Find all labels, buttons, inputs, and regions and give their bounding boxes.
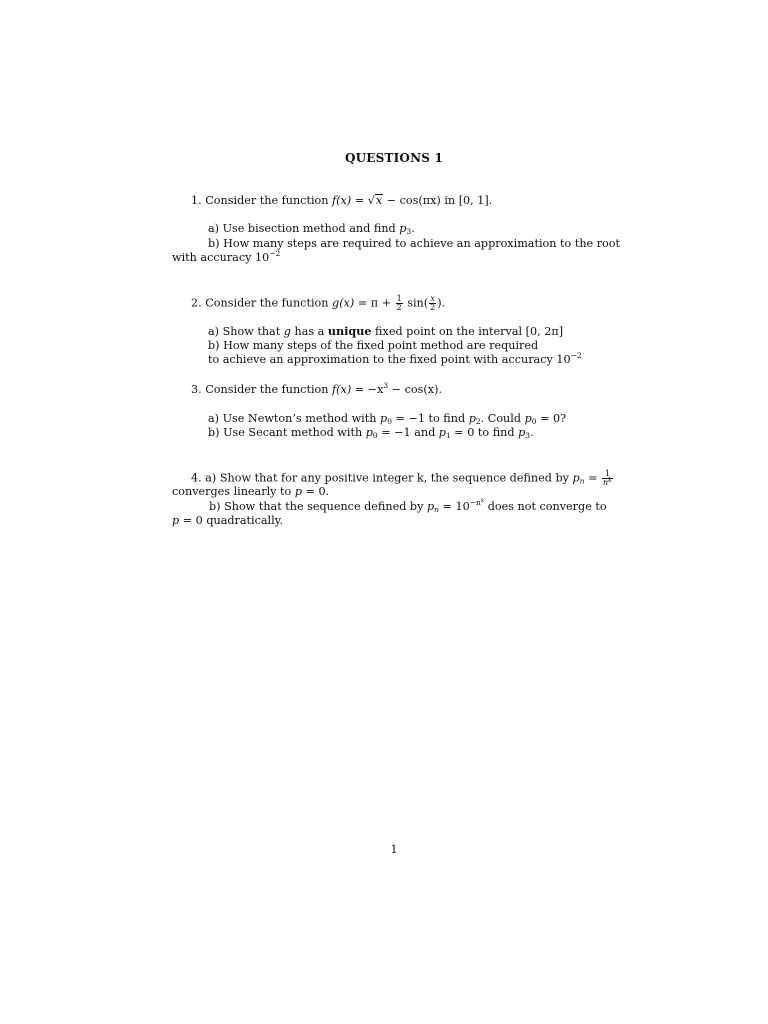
question-2-part-a: a) Show that g has a unique fixed point on the interval [0, 2π] <box>208 324 564 338</box>
question-3-part-a: a) Use Newton’s method with $p_0 = -1$ to find $p_2$. Could $p_0 = 0$? <box>208 412 567 426</box>
question-3-part-b: b) Use Secant method with $p_0 = -1$ and $p_1 = 0$ to find $p_3$. <box>208 426 534 440</box>
question-1-statement: 1. Consider the function f(x) = √x − cos(πx) in [0, 1]. <box>191 194 493 207</box>
fraction: $\frac{x}{2}$ <box>430 294 436 312</box>
fraction: $\frac{1}{n^k}$ <box>603 469 612 487</box>
question-4-part-a-cont: converges linearly to p = 0. <box>172 485 330 498</box>
question-1-part-b: b) How many steps are required to achieve an approximation to the root <box>208 237 621 250</box>
question-4-part-a: 4. a) Show that for any positive integer k, the sequence defined by $p_n$ = $\frac{1}{n^k}$ <box>191 469 612 487</box>
page-title: QUESTIONS 1 <box>344 151 444 165</box>
question-1-part-a: a) Use bisection method and find $p_3$. <box>208 222 415 236</box>
question-1-part-b-cont: with accuracy $10^{-2}$ <box>172 249 281 264</box>
question-number: 3. <box>191 383 202 396</box>
question-number: 4. <box>191 471 202 485</box>
question-number: 1. <box>191 194 202 207</box>
question-4-part-b-cont: p = 0 quadratically. <box>172 514 284 527</box>
fraction: $\frac{1}{2}$ <box>396 294 402 312</box>
page-number: 1 <box>390 843 398 856</box>
question-2-statement: 2. Consider the function g(x) = π + $\frac{1}{2}$ sin( $\frac{x}{2}$ ). <box>191 294 446 312</box>
question-3-statement: 3. Consider the function $f(x) = -x^3 - \cos(x)$. <box>191 381 442 396</box>
question-number: 2. <box>191 296 202 310</box>
question-2-part-b: b) How many steps of the fixed point method are required <box>208 339 539 352</box>
question-4-part-b: b) Show that the sequence defined by $p_n = 10^{-n^k}$ does not converge to <box>209 498 607 514</box>
question-2-part-b-cont: to achieve an approximation to the fixed point with accuracy $10^{-2}$ <box>208 351 582 366</box>
